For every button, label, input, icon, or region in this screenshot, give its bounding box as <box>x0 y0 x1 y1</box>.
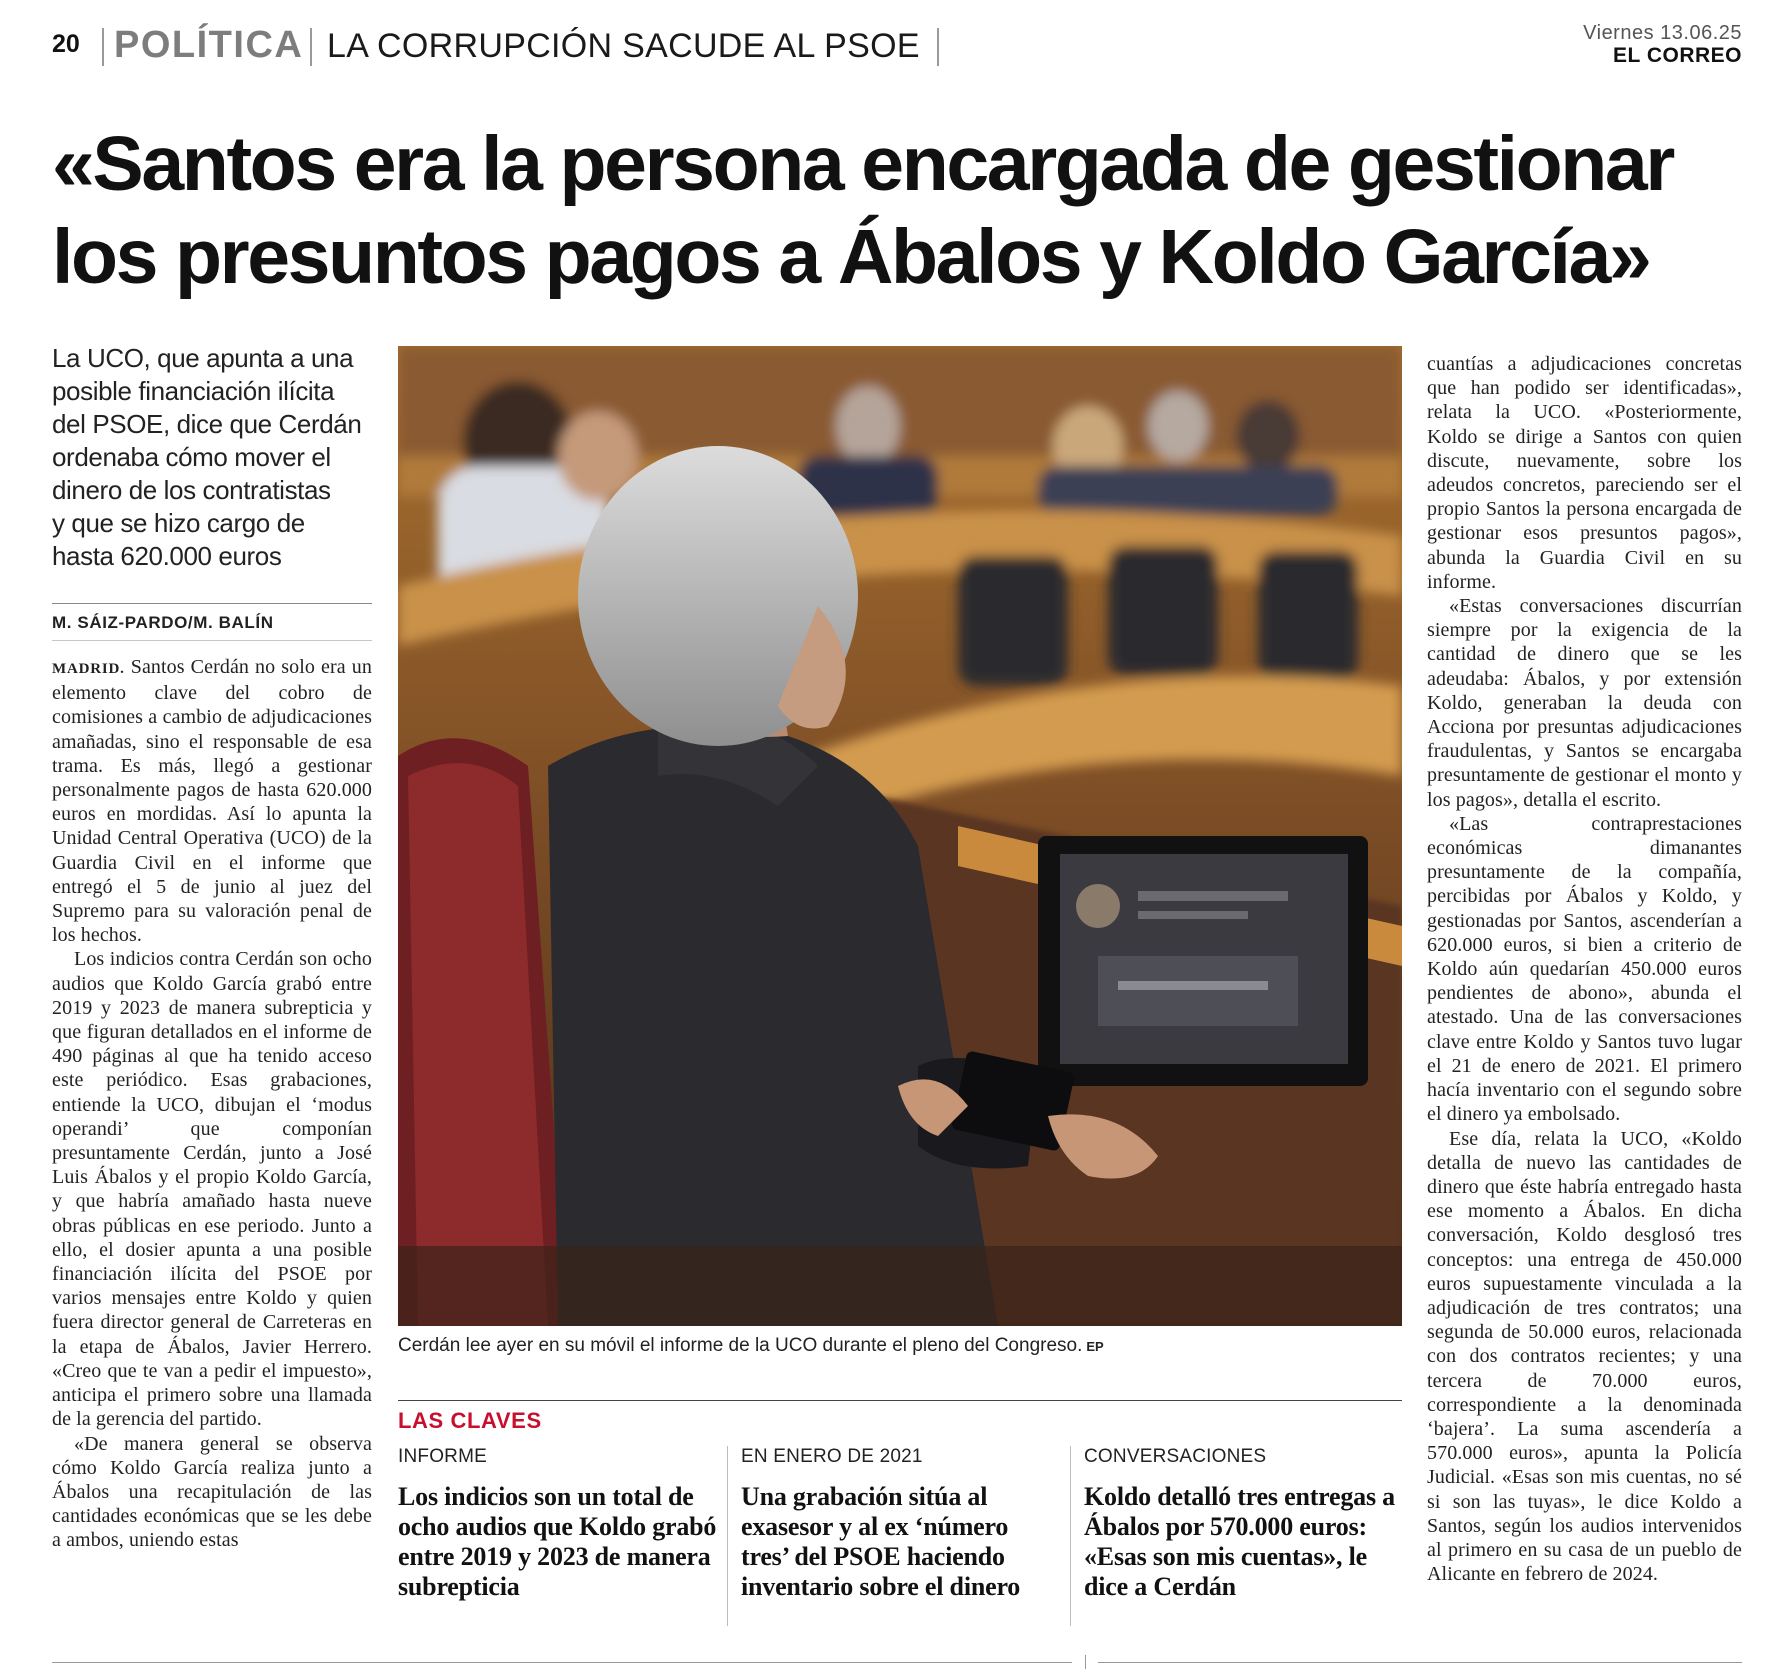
newspaper-name: EL CORREO <box>1613 44 1742 67</box>
headline-line: los presuntos pagos a Ábalos y Koldo García» <box>52 214 1650 300</box>
section-rubric: LA CORRUPCIÓN SACUDE AL PSOE <box>327 27 920 65</box>
key-item <box>1084 1446 1404 1602</box>
key-text: Los indicios son un total de ocho audios que Koldo grabó entre 2019 y 2023 de manera subrepticia <box>398 1482 717 1601</box>
key-text: Koldo detalló tres entregas a Ábalos por 570.000 euros: «Esas son mis cuentas», le dice a Cerdán <box>1084 1482 1395 1601</box>
photo-credit: EP <box>1086 1339 1104 1354</box>
article-paragraph <box>52 655 372 947</box>
headline-line: «Santos era la persona encargada de gestionar <box>52 121 1673 207</box>
parliament-photo-illustration <box>398 346 1402 1326</box>
key-heading: EN ENERO DE 2021 <box>741 1446 923 1467</box>
article-paragraph: «Las contraprestaciones económicas dimanantes presuntamente de la compañía, percibidas por Ábalos y Koldo, y gestionadas por Santos, ascenderían a 620.000 euros, si bien a criterio de Koldo aún quedarían 450.000 euros pendientes de abono», abunda el atestado. Una de las conversaciones clave entre Koldo y Santos tuvo lugar el 21 de enero de 2021. El primero hacía inventario con el segundo sobre el dinero ya embolsado. <box>1427 812 1742 1126</box>
byline-rule <box>52 640 372 641</box>
key-heading: CONVERSACIONES <box>1084 1446 1267 1467</box>
deck-line: ordenaba cómo mover el <box>52 442 331 472</box>
key-item <box>741 1446 1061 1602</box>
footer-tick <box>1085 1655 1086 1669</box>
deck-line: del PSOE, dice que Cerdán <box>52 409 362 439</box>
deck-line: posible financiación ilícita <box>52 376 335 406</box>
page-number: 20 <box>52 30 80 58</box>
footer-rule <box>1098 1662 1742 1663</box>
article-paragraph: Los indicios contra Cerdán son ocho audios que Koldo García grabó entre 2019 y 2023 de manera subrepticia y que figuran detallados en el informe de 490 páginas al que ha tenido acceso este periódico. Esas grabaciones, entiende la UCO, dibujan el ‘modus operandi’ que componían presuntamente Cerdán, junto a José Luis Ábalos y el propio Koldo García, y que habría amañado hasta nueve obras públicas en ese periodo. Junto a ello, el dosier apunta a una posible financiación ilícita del PSOE por varios mensajes entre Koldo y quien fuera director general de Carreteras en la etapa de Ábalos, Javier Herrero. «Creo que te van a pedir el impuesto», anticipa el primero sobre una llamada de la gerencia del partido. <box>52 948 372 1431</box>
header-separator <box>310 28 312 66</box>
issue-date: Viernes 13.06.25 <box>1583 22 1742 44</box>
claves-title: LAS CLAVES <box>398 1408 542 1433</box>
deck-line: y que se hizo cargo de <box>52 508 305 538</box>
headline <box>52 118 1752 304</box>
section-label: POLÍTICA <box>114 24 304 66</box>
deck <box>52 342 372 573</box>
article-paragraph: «Estas conversaciones discurrían siempre por la exigencia de la cantidad de dinero que se les adeudaba: Ábalos, y por extensión Koldo, generaban la deuda con Acciona por presuntas adjudicaciones fraudulentas, y Santos se encargaba presuntamente de gestionar el monto y los pagos», detalla el escrito. <box>1427 595 1742 811</box>
byline: M. SÁIZ-PARDO/M. BALÍN <box>52 613 274 632</box>
footer-rule <box>52 1662 1072 1663</box>
photo-caption <box>398 1335 1402 1357</box>
deck-line: La UCO, que apunta a una <box>52 343 354 373</box>
header-separator <box>102 28 104 66</box>
claves-rule <box>398 1400 1402 1401</box>
key-text: Una grabación sitúa al exasesor y al ex ‘número tres’ del PSOE haciendo inventario sobre el dinero <box>741 1482 1021 1601</box>
header-separator <box>937 28 939 66</box>
article-paragraph: «De manera general se observa cómo Koldo García realiza junto a Ábalos una recapitulación de las cantidades económicas que se les debe a ambos, uniendo estas <box>52 1432 372 1552</box>
dateline: MADRID. <box>52 661 125 677</box>
paragraph-text: Santos Cerdán no solo era un elemento clave del cobro de comisiones a cambio de adjudicaciones amañadas, sino el responsable de esa trama. Es más, llegó a gestionar personalmente pagos de hasta 620.000 euros en mordidas. Así lo apunta la Unidad Central Operativa (UCO) de la Guardia Civil en el informe que entregó el 5 de junio al juez del Supremo para su valoración penal de los hechos. <box>52 656 372 947</box>
deck-line: dinero de los contratistas <box>52 475 331 505</box>
key-item <box>398 1446 718 1602</box>
article-body-right <box>1427 352 1742 1586</box>
byline-rule <box>52 603 372 604</box>
article-photo <box>398 346 1402 1326</box>
page-header <box>52 22 1742 74</box>
deck-line: hasta 620.000 euros <box>52 541 282 571</box>
article-paragraph: cuantías a adjudicaciones concretas que han podido ser identificadas», relata la UCO. «Posteriormente, Koldo se dirige a Santos con quien discute, nuevamente, sobre los adeudos concretos, pareciendo ser el propio Santos la persona encargada de gestionar esos presuntos pagos», abunda la Guardia Civil en su informe. <box>1427 353 1742 593</box>
article-paragraph: Ese día, relata la UCO, «Koldo detalla de nuevo las cantidades de dinero que éste habría entregado hasta ese momento a Ábalos. En dicha conversación, Koldo desglosó tres conceptos: una entrega de 450.000 euros supuestamente vinculada a la adjudicación de tres contratos; una segunda de 50.000 euros, relacionada con dos contratos recientes; y una tercera de 70.000 euros, correspondiente a la denominada ‘bajera’. La suma ascendería a 570.000 euros», apunta la Policía Judicial. «Esas son mis cuentas, no sé si son las tuyas», le dice Koldo a Santos, según los audios intervenidos al primero en su casa de un pueblo de Alicante en febrero de 2024. <box>1427 1127 1742 1586</box>
column-divider <box>1070 1446 1071 1626</box>
caption-text: Cerdán lee ayer en su móvil el informe de la UCO durante el pleno del Congreso. <box>398 1335 1083 1356</box>
column-divider <box>727 1446 728 1626</box>
article-body-left <box>52 655 372 1553</box>
key-heading: INFORME <box>398 1446 488 1467</box>
